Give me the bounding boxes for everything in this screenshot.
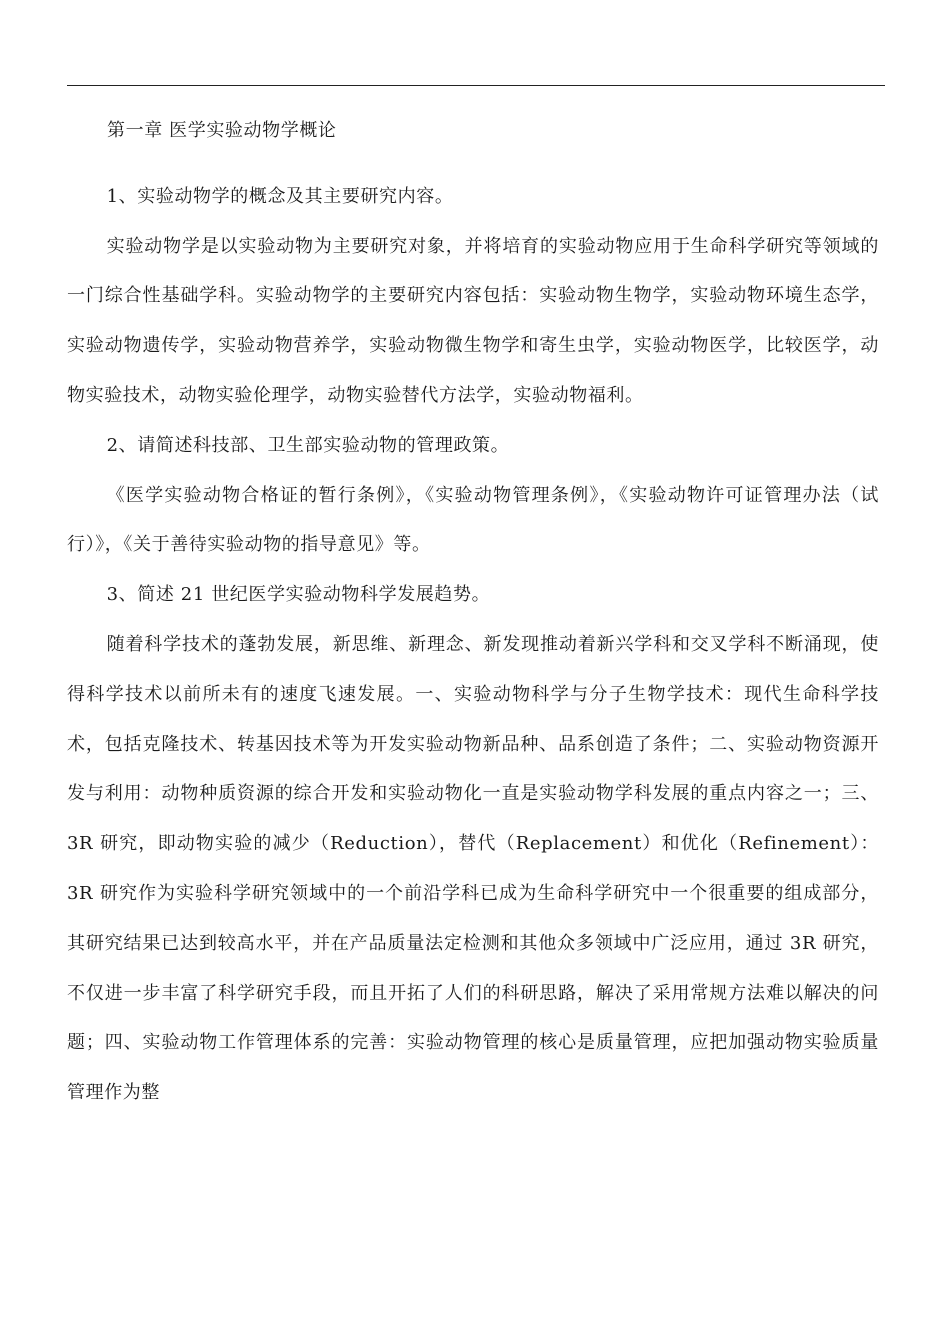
question-3: 3、简述 21 世纪医学实验动物科学发展趋势。 xyxy=(106,584,491,606)
header-rule xyxy=(67,85,885,86)
answer-2: 《医学实验动物合格证的暂行条例》，《实验动物管理条例》，《实验动物许可证管理办法（试行）》，《关于善待实验动物的指导意见》等。 xyxy=(67,484,879,556)
question-2: 2、请简述科技部、卫生部实验动物的管理政策。 xyxy=(106,434,510,456)
answer-1: 实验动物学是以实验动物为主要研究对象，并将培育的实验动物应用于生命科学研究等领域的一门综合性基础学科。实验动物学的主要研究内容包括：实验动物生物学，实验动物环境生态学，实验动物遗传学，实验动物营养学，实验动物微生物学和寄生虫学，实验动物医学，比较医学，动物实验技术，动物实验伦理学，动物实验替代方法学，实验动物福利。 xyxy=(67,235,879,406)
question-1: 1、实验动物学的概念及其主要研究内容。 xyxy=(106,185,454,207)
document-body xyxy=(67,106,879,1118)
answer-3: 随着科学技术的蓬勃发展，新思维、新理念、新发现推动着新兴学科和交叉学科不断涌现，使得科学技术以前所未有的速度飞速发展。一、实验动物科学与分子生物学技术：现代生命科学技术，包括克隆技术、转基因技术等为开发实验动物新品种、品系创造了条件；二、实验动物资源开发与利用：动物种质资源的综合开发和实验动物化一直是实验动物学科发展的重点内容之一；三、3R 研究，即动物实验的减少（Reduction），替代（Replacement）和优化（Refinement）：3R 研究作为实验科学研究领域中的一个前沿学科已成为生命科学研究中一个很重要的组成部分，其研究结果已达到较高水平，并在产品质量法定检测和其他众多领域中广泛应用，通过 3R 研究，不仅进一步丰富了科学研究手段，而且开拓了人们的科研思路，解决了采用常规方法难以解决的问题；四、实验动物工作管理体系的完善：实验动物管理的核心是质量管理，应把加强动物实验质量管理作为整 xyxy=(67,633,879,1104)
chapter-title: 第一章 医学实验动物学概论 xyxy=(107,120,337,141)
